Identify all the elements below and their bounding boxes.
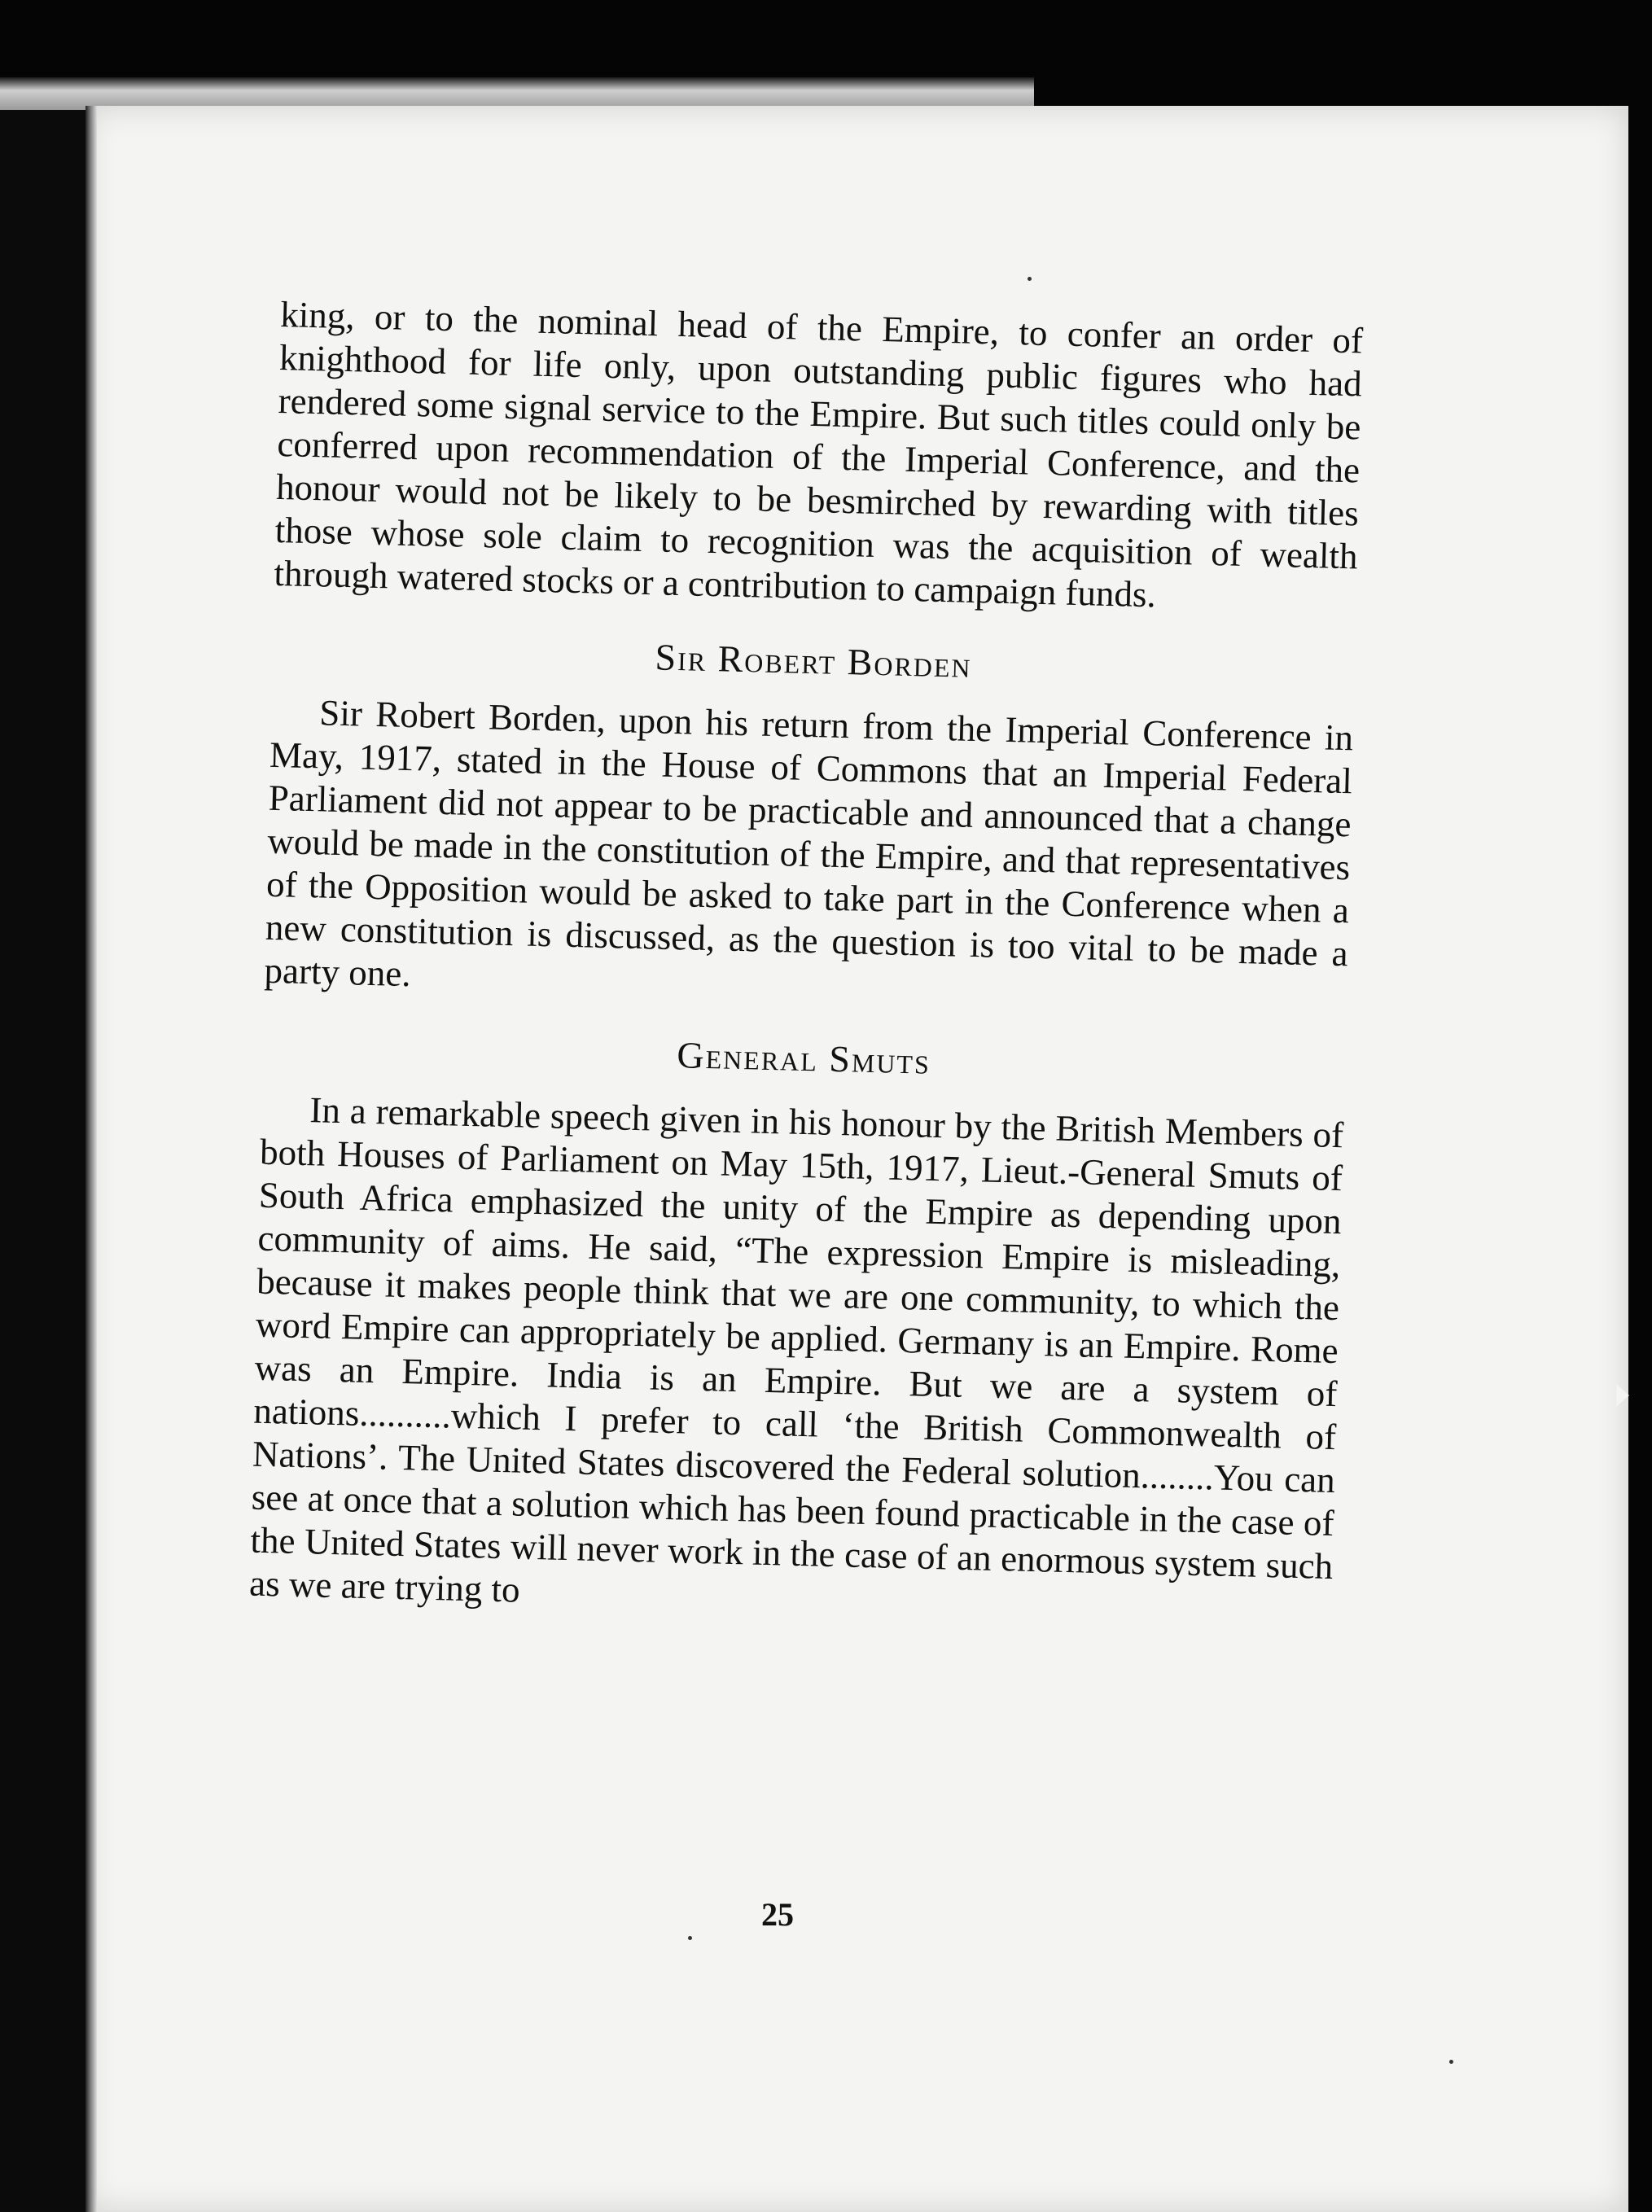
continued-paragraph: king, or to the nominal head of the Empire, to confer an order of knighthood for life only, upon outstanding public figures who had rendered some signal service to the Empire. But such titles could only be conferred upon recommendation of the Imperial Conference, and the honour would not be likely to be besmirched by rewarding with titles those whose sole claim to recognition was the acquisition of wealth through watered stocks or a contribution to campaign funds. bbox=[273, 293, 1364, 615]
film-top-strip bbox=[0, 77, 1034, 110]
page-binding-edge bbox=[85, 106, 97, 2212]
section-heading-smuts: General Smuts bbox=[676, 1034, 931, 1082]
scan-speck bbox=[688, 1936, 692, 1940]
page-text-block bbox=[249, 293, 1364, 1632]
film-left-border bbox=[0, 98, 98, 2212]
scan-speck bbox=[1449, 2060, 1453, 2064]
section-heading-borden: Sir Robert Borden bbox=[655, 636, 973, 686]
section-paragraph-smuts: In a remarkable speech given in his honour by the British Members of both Houses of Parliament on May 15th, 1917, Lieut.-General Smuts of South Africa emphasized the unity of the Empire as depending upon community of aims. He said, “The expression Empire is misleading, because it makes people think that we are one community, to which the word Empire can appropriately be applied. Germany is an Empire. Rome was an Empire. India is an Empire. But we are a system of nations..........which I prefer to call ‘the British Commonwealth of Nations’. The United States discovered the Federal solution........You can see at once that a solution which has been found practicable in the case of the United States will never work in the case of an enormous system such as we are trying to bbox=[248, 1089, 1344, 1610]
page-number: 25 bbox=[761, 1896, 794, 1933]
section-paragraph-borden: Sir Robert Borden, upon his return from the Imperial Conference in May, 1917, stated in the House of Commons that an Imperial Federal Parliament did not appear to be practicable and announced that a change would be made in the constitution of the Empire, and that representatives of the Opposition would be asked to take part in the Conference when a new constitution is discussed, as the question is too vital to be made a party one. bbox=[264, 692, 1354, 995]
scan-speck bbox=[1028, 277, 1032, 281]
page-edge-notch bbox=[1616, 1384, 1629, 1407]
